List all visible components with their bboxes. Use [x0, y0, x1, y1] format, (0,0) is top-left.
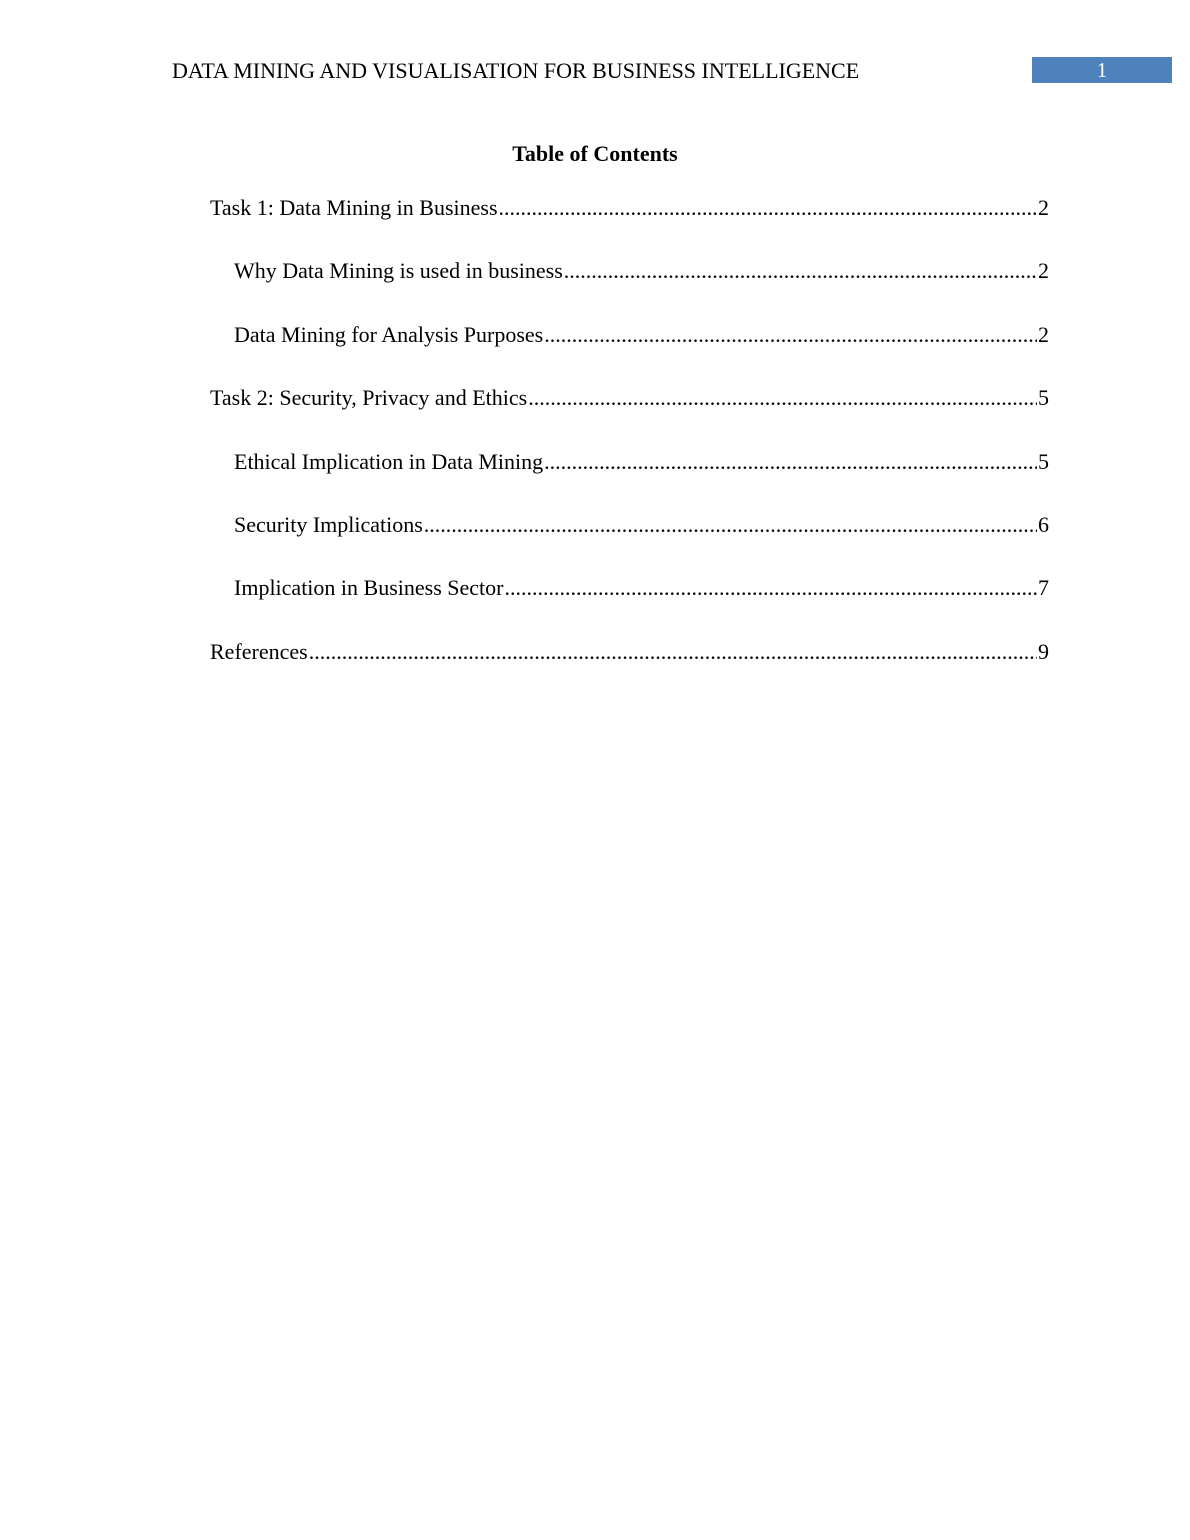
toc-page-number: 2 — [1038, 322, 1049, 347]
toc-dot-leader — [564, 257, 1037, 285]
toc-entry-text: Why Data Mining is used in business — [234, 258, 563, 283]
toc-entry-task-1[interactable] — [210, 194, 1049, 222]
toc-page-number: 2 — [1038, 258, 1049, 283]
toc-dot-leader — [309, 638, 1037, 666]
toc-entry-analysis-purposes[interactable] — [234, 321, 1049, 349]
toc-entry-text: Task 2: Security, Privacy and Ethics — [210, 385, 528, 410]
toc-entry-business-sector[interactable] — [234, 574, 1049, 602]
toc-entry-ethical-implication[interactable] — [234, 448, 1049, 476]
toc-page-number: 5 — [1038, 385, 1049, 410]
toc-page-number: 6 — [1038, 512, 1049, 537]
toc-dot-leader — [544, 321, 1037, 349]
running-header-title: DATA MINING AND VISUALISATION FOR BUSINESS INTELLIGENCE — [172, 58, 860, 83]
toc-page-number: 2 — [1038, 195, 1049, 220]
toc-page-number: 7 — [1038, 575, 1049, 600]
toc-page-number: 5 — [1038, 449, 1049, 474]
toc-page-number: 9 — [1038, 639, 1049, 664]
toc-dot-leader — [424, 511, 1037, 539]
toc-entry-why-data-mining[interactable] — [234, 257, 1049, 285]
toc-entry-text: Implication in Business Sector — [234, 575, 504, 600]
toc-entry-text: Ethical Implication in Data Mining — [234, 449, 544, 474]
toc-entry-text: Security Implications — [234, 512, 423, 537]
toc-entry-text: Data Mining for Analysis Purposes — [234, 322, 544, 347]
toc-entry-task-2[interactable] — [210, 384, 1049, 412]
toc-entry-text: References — [210, 639, 308, 664]
toc-dot-leader — [504, 574, 1037, 602]
toc-dot-leader — [499, 194, 1037, 222]
toc-entry-security-implications[interactable] — [234, 511, 1049, 539]
toc-dot-leader — [528, 384, 1037, 412]
toc-heading: Table of Contents — [512, 141, 678, 166]
toc-entry-text: Task 1: Data Mining in Business — [210, 195, 498, 220]
toc-dot-leader — [544, 448, 1037, 476]
page-number-badge: 1 — [1032, 57, 1172, 83]
toc-entry-references[interactable] — [210, 638, 1049, 666]
